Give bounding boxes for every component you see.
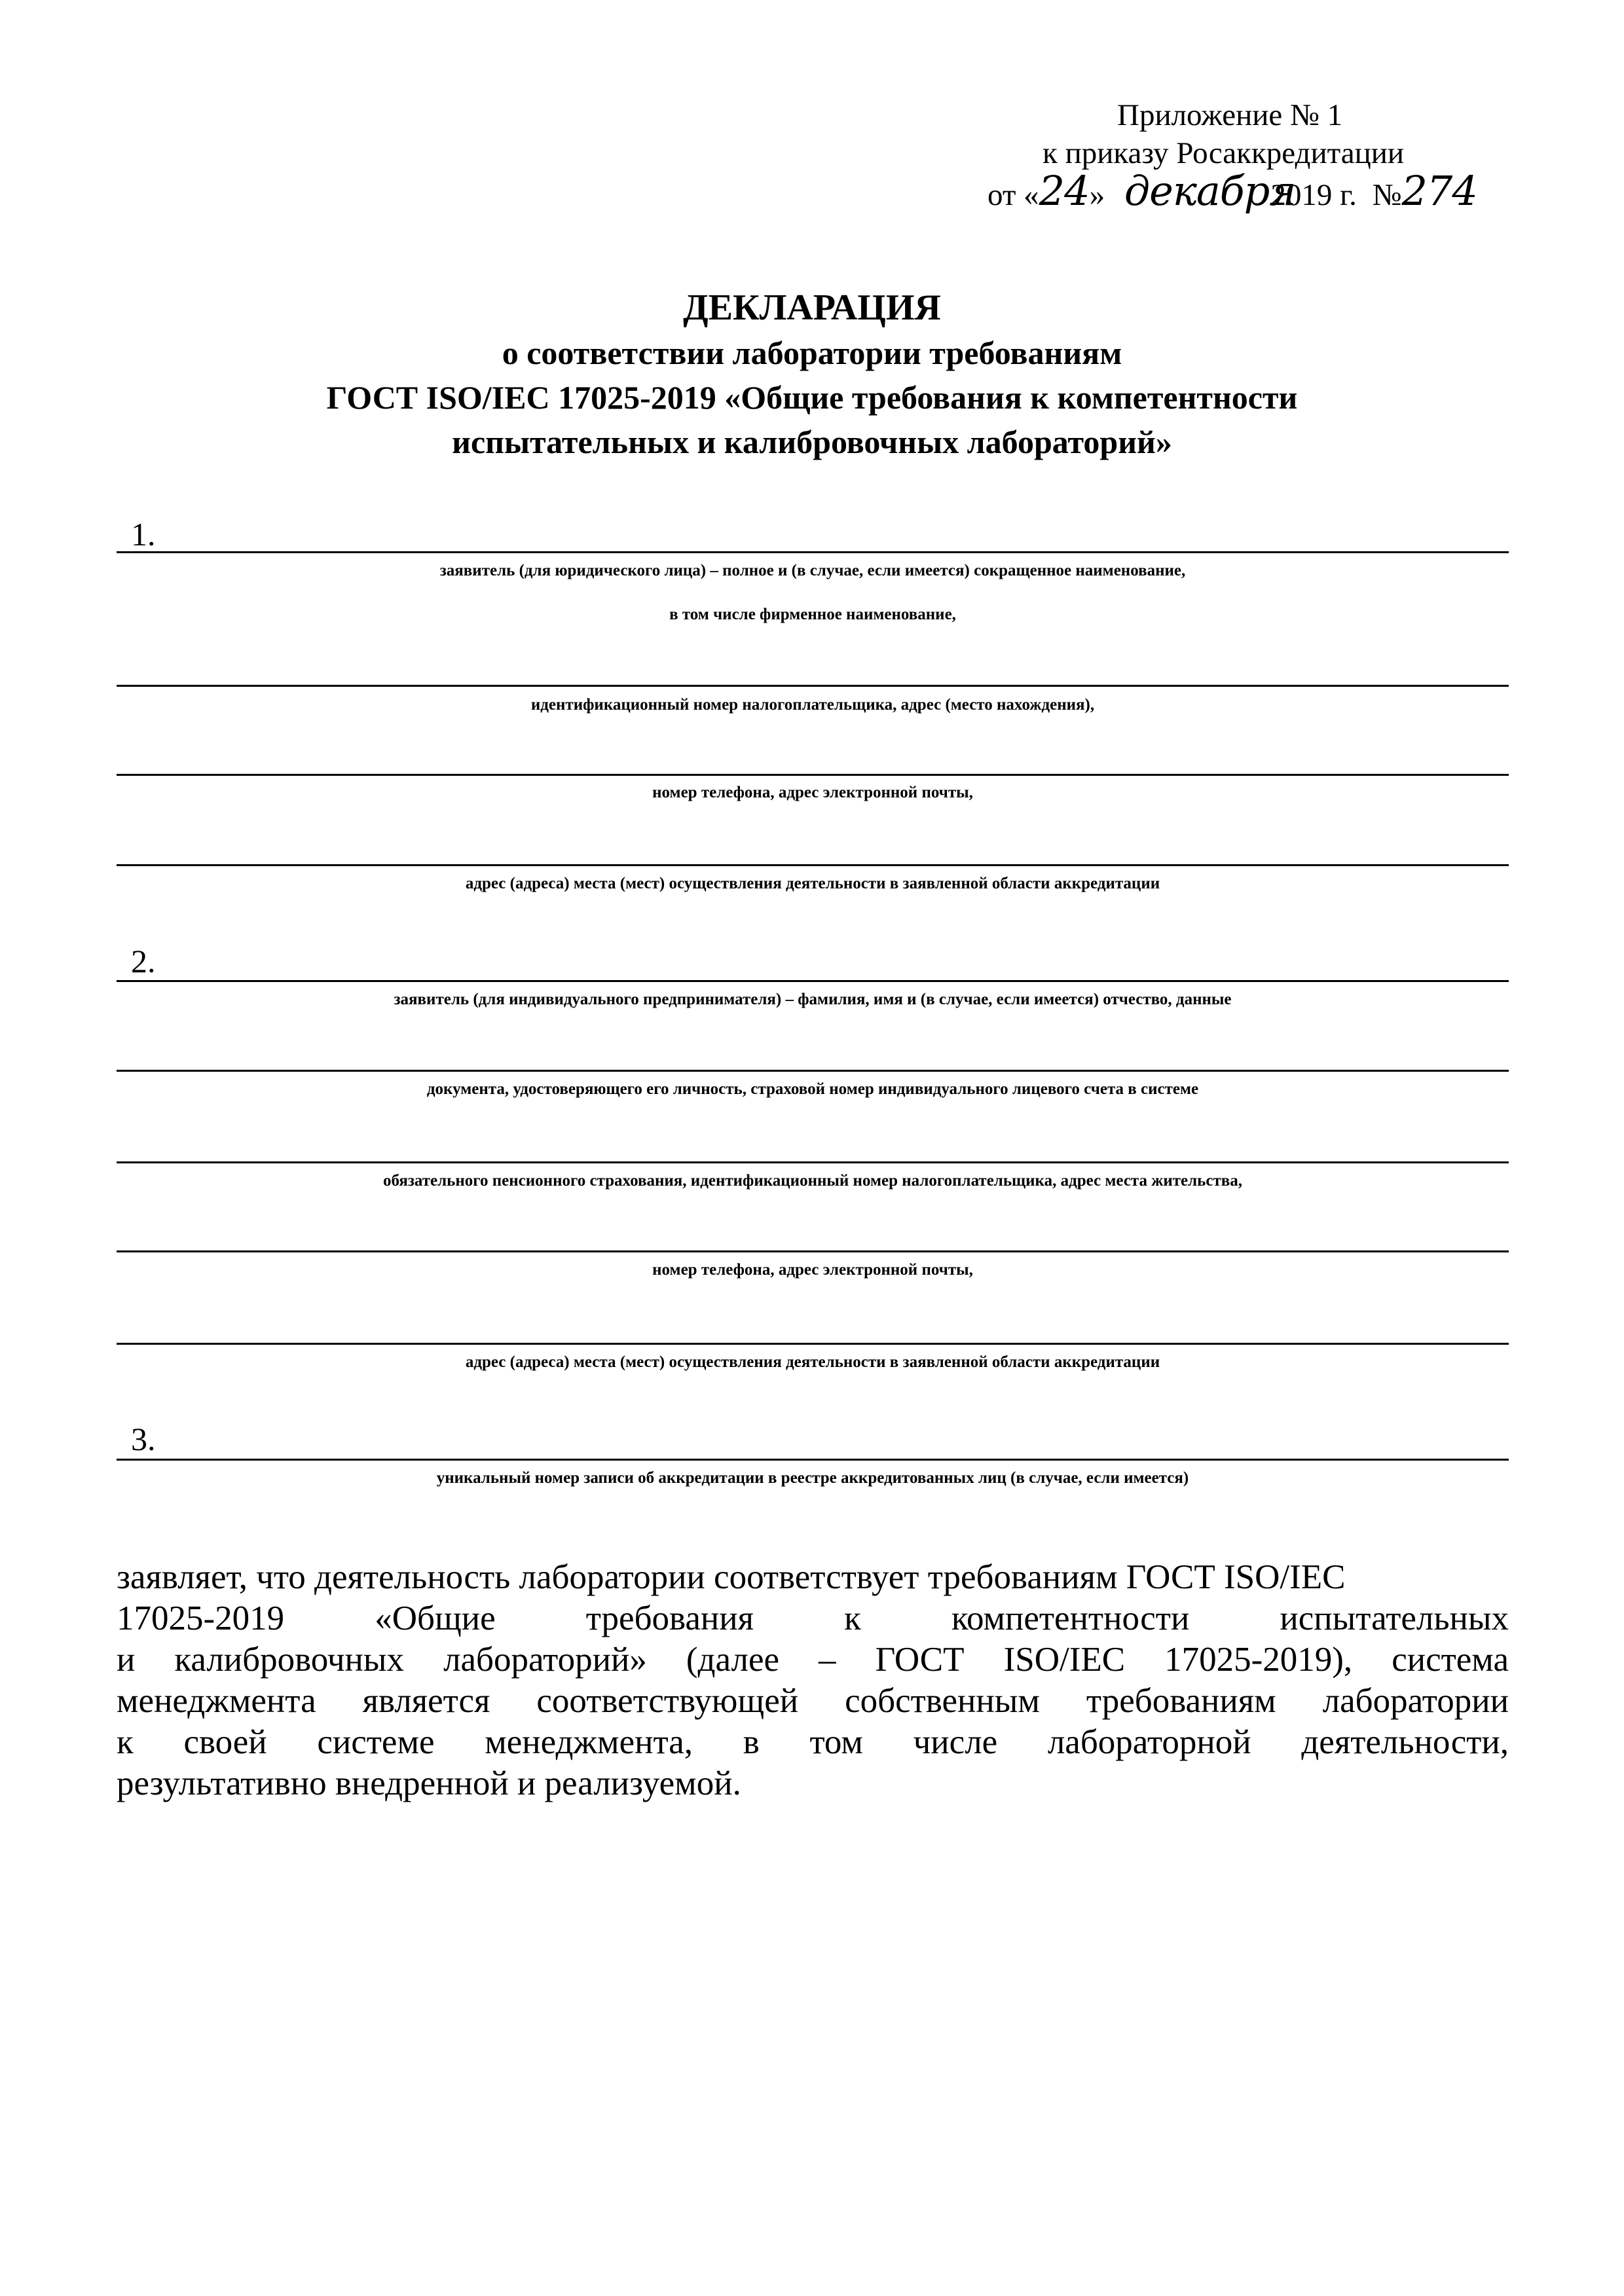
section-3-caption: уникальный номер записи об аккредитации в реестре аккредитованных лиц (в случае, если имеется) [436, 1469, 1189, 1487]
section-3-number: 3. [131, 1421, 156, 1457]
order-reference: к приказу Росаккредитации [1043, 136, 1405, 170]
section-1-caption: в том числе фирменное наименование, [669, 606, 956, 623]
section-2-caption: номер телефона, адрес электронной почты, [652, 1261, 973, 1279]
section-2-field-line[interactable] [117, 980, 1509, 982]
date-year: 2019 г. [1270, 178, 1357, 212]
section-2-number: 2. [131, 943, 156, 979]
declaration-text-line: результативно внедренной и реализуемой. [117, 1764, 741, 1802]
section-2-caption: заявитель (для индивидуального предпринимателя) – фамилия, имя и (в случае, если имеется) отчество, данные [394, 991, 1232, 1008]
section-2-caption: адрес (адреса) места (мест) осуществления деятельности в заявленной области аккредитации [465, 1353, 1160, 1371]
section-1-field-line[interactable] [117, 685, 1509, 687]
section-2-caption: документа, удостоверяющего его личность, страховой номер индивидуального лицевого счета в системе [426, 1080, 1199, 1098]
section-1-field-line[interactable] [117, 864, 1509, 866]
declaration-text-line: и калибровочных лабораторий» (далее – ГОСТ ISO/IEC 17025-2019), система [117, 1641, 1509, 1679]
section-1-caption: адрес (адреса) места (мест) осуществления деятельности в заявленной области аккредитации [465, 875, 1160, 892]
title-subline-1: о соответствии лаборатории требованиям [502, 335, 1122, 371]
title-subline-2: ГОСТ ISO/IEC 17025-2019 «Общие требования к компетентности [326, 379, 1298, 416]
date-prefix: от « [987, 178, 1039, 212]
section-1-number: 1. [131, 516, 156, 553]
date-month-handwritten: декабря [1124, 167, 1296, 215]
section-1-caption: заявитель (для юридического лица) – полное и (в случае, если имеется) сокращенное наименование, [439, 562, 1186, 579]
document-title: ДЕКЛАРАЦИЯ [683, 287, 941, 328]
appendix-label: Приложение № 1 [1117, 98, 1343, 132]
section-1-field-line[interactable] [117, 551, 1509, 553]
date-day-handwritten: 24 [1039, 167, 1090, 215]
declaration-text-line: заявляет, что деятельность лаборатории соответствует требованиям ГОСТ ISO/IEC [117, 1558, 1346, 1596]
section-1-caption: номер телефона, адрес электронной почты, [652, 784, 973, 801]
section-1-field-line[interactable] [117, 774, 1509, 776]
declaration-text-line: к своей системе менеджмента, в том числе лабораторной деятельности, [117, 1723, 1509, 1761]
section-2-field-line[interactable] [117, 1161, 1509, 1163]
section-2-field-line[interactable] [117, 1343, 1509, 1345]
order-date-line [987, 167, 1477, 215]
order-number-handwritten: 274 [1401, 167, 1477, 215]
date-close-quote: » [1089, 178, 1105, 212]
section-2-field-line[interactable] [117, 1250, 1509, 1252]
title-subline-3: испытательных и калибровочных лабораторий» [452, 424, 1172, 460]
declaration-text-line: 17025-2019 «Общие требования к компетентности испытательных [117, 1599, 1509, 1637]
section-1-caption: идентификационный номер налогоплательщика, адрес (место нахождения), [530, 696, 1095, 714]
section-2-caption: обязательного пенсионного страхования, идентификационный номер налогоплательщика, адрес места жительства, [382, 1172, 1243, 1190]
section-2-field-line[interactable] [117, 1070, 1509, 1072]
order-number-label: № [1372, 178, 1402, 212]
section-3-field-line[interactable] [117, 1459, 1509, 1461]
declaration-text-line: менеджмента является соответствующей собственным требованиям лаборатории [117, 1682, 1509, 1720]
